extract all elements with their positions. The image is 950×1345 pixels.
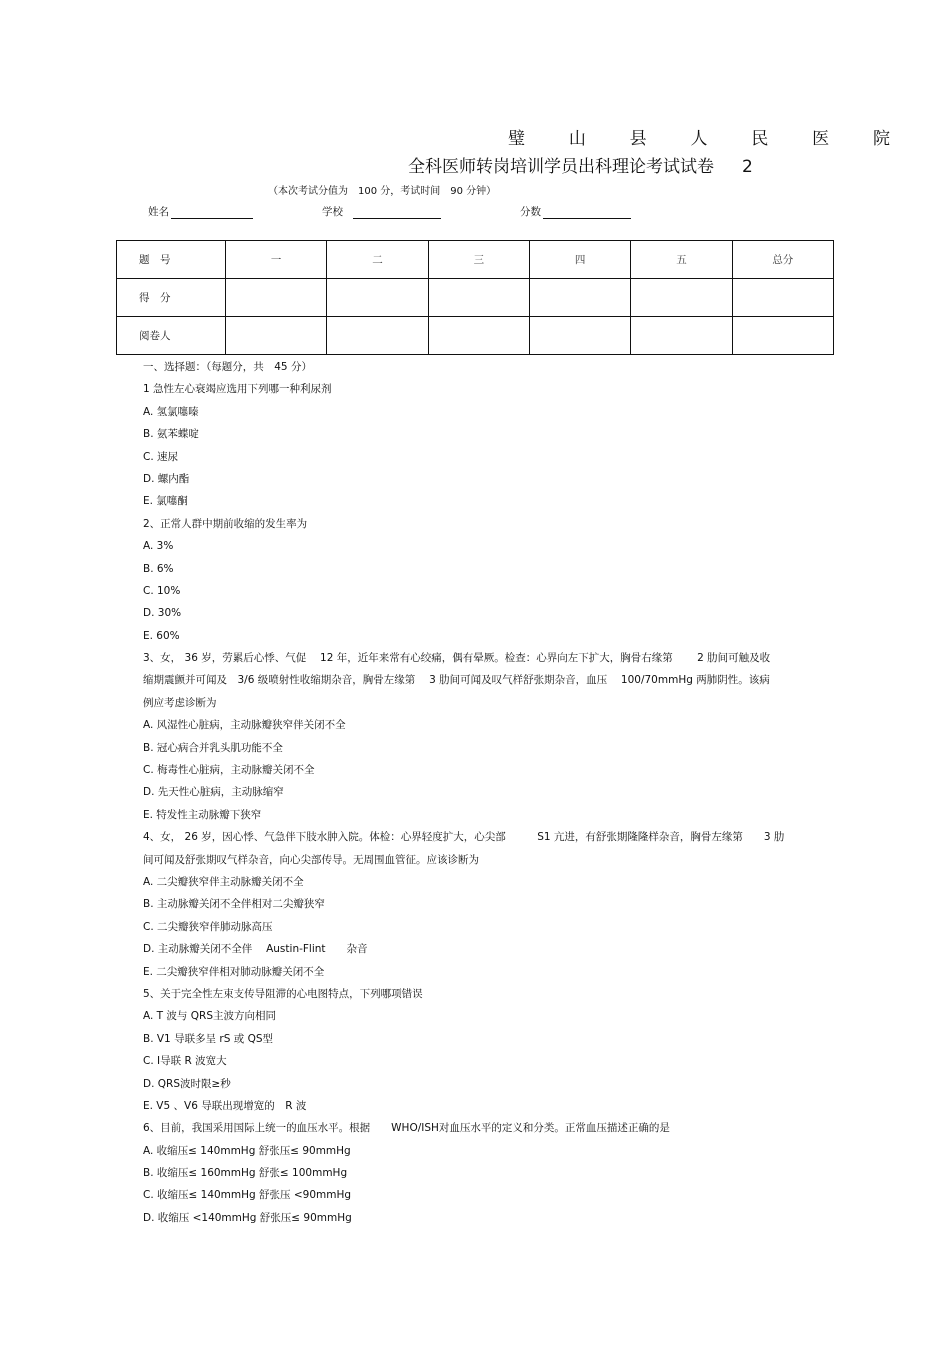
text-line: C. 速尿: [143, 450, 179, 463]
hospital-char: 医: [812, 129, 830, 149]
text-line: C. 收缩压≤ 140mmHg 舒张压 <90mmHg: [143, 1189, 352, 1202]
text-line: 一、选择题：（每题分，共 45 分）: [143, 361, 312, 373]
table-cell: [631, 317, 732, 355]
table-cell: 一: [226, 241, 327, 279]
text-line: E. 氯噻酮: [143, 495, 188, 508]
text-line: C. 梅毒性心脏病，主动脉瓣关闭不全: [143, 764, 315, 777]
text-line: C. 10%: [143, 584, 181, 597]
text-line: E. 特发性主动脉瓣下狭窄: [143, 808, 262, 821]
table-cell: [226, 279, 327, 317]
text-line: D. 先天性心脏病，主动脉缩窄: [143, 786, 284, 799]
table-cell: 五: [631, 241, 732, 279]
text-line: 例应考虑诊断为: [143, 696, 217, 709]
exam-title-number: 2: [742, 157, 753, 177]
table-row: [117, 241, 834, 279]
school-label: 学校: [322, 206, 343, 218]
text-line: E. 二尖瓣狭窄伴相对肺动脉瓣关闭不全: [143, 965, 325, 978]
table-row: [117, 279, 834, 317]
table-cell: [529, 317, 630, 355]
hospital-char: 璧: [508, 129, 525, 149]
table-cell: [732, 279, 833, 317]
table-cell: [428, 317, 529, 355]
name-blank[interactable]: [171, 206, 253, 219]
hospital-char: 院: [872, 129, 890, 149]
hospital-name: [508, 124, 890, 149]
score-label: 分数: [520, 206, 541, 218]
table-cell: [226, 317, 327, 355]
table-cell: [631, 279, 732, 317]
text-line: E. 60%: [143, 629, 180, 642]
hospital-char: 县: [629, 129, 647, 149]
score-table: [116, 240, 834, 355]
hospital-char: 人: [690, 129, 708, 149]
table-cell: 二: [327, 241, 428, 279]
text-line: D. 30%: [143, 607, 182, 620]
hospital-char: 民: [751, 129, 769, 149]
text-line: D. 螺内酯: [143, 472, 190, 485]
text-line: B. 收缩压≤ 160mmHg 舒张≤ 100mmHg: [143, 1167, 348, 1180]
text-line: A. T 波与 QRS主波方向相同: [143, 1010, 276, 1023]
school-blank[interactable]: [353, 206, 441, 219]
text-line: 间可闻及舒张期叹气样杂音，向心尖部传导。无周围血管征。应该诊断为: [143, 853, 479, 866]
text-line: B. 冠心病合并乳头肌功能不全: [143, 741, 283, 754]
text-line: C. 二尖瓣狭窄伴肺动脉高压: [143, 920, 273, 933]
table-cell: [327, 279, 428, 317]
text-line: 1 急性左心衰竭应选用下列哪一种利尿剂: [143, 383, 332, 396]
school-field: [322, 204, 441, 219]
text-line: C. Ⅰ导联 R 波宽大: [143, 1055, 227, 1068]
table-cell: 总分: [732, 241, 833, 279]
text-line: A. 二尖瓣狭窄伴主动脉瓣关闭不全: [143, 875, 304, 888]
name-label: 姓名: [148, 206, 169, 218]
text-line: B. 主动脉瓣关闭不全伴相对二尖瓣狭窄: [143, 898, 325, 911]
text-line: B. 氨苯蝶啶: [143, 428, 199, 441]
table-cell: 四: [529, 241, 630, 279]
score-blank[interactable]: [543, 206, 631, 219]
table-cell: [327, 317, 428, 355]
score-field: [520, 204, 631, 219]
exam-title-text: 全科医师转岗培训学员出科理论考试试卷: [408, 157, 714, 177]
row-label: 得 分: [117, 279, 226, 317]
table-cell: [428, 279, 529, 317]
text-line: D. QRS波时限≥秒: [143, 1077, 231, 1090]
text-line: B. 6%: [143, 562, 174, 575]
text-line: 3、女， 36 岁，劳累后心悸、气促 12 年，近年来常有心绞痛，偶有晕厥。检查：心界向左下扩大，胸骨右缘第 2 肋间可触及收: [143, 652, 771, 665]
text-line: 5、关于完全性左束支传导阻滞的心电图特点，下列哪项错误: [143, 987, 423, 1000]
exam-body: [143, 359, 823, 1232]
table-row: [117, 317, 834, 355]
text-line: B. V1 导联多呈 rS 或 QS型: [143, 1032, 274, 1045]
exam-note: （本次考试分值为 100 分，考试时间 90 分钟）: [268, 186, 497, 197]
row-label: 题 号: [117, 241, 226, 279]
text-line: A. 收缩压≤ 140mmHg 舒张压≤ 90mmHg: [143, 1144, 351, 1157]
text-line: A. 风湿性心脏病，主动脉瓣狭窄伴关闭不全: [143, 719, 346, 732]
text-line: A. 3%: [143, 540, 174, 553]
text-line: 缩期震颤并可闻及 3/6 级喷射性收缩期杂音，胸骨左缘第 3 肋间可闻及叹气样舒张期杂音，血压 100/70mmHg 两肺阴性。该病: [143, 674, 770, 687]
text-line: D. 主动脉瓣关闭不全伴 Austin-Flint 杂音: [143, 943, 368, 956]
text-line: A. 氢氯噻嗪: [143, 405, 199, 418]
text-line: 6、目前，我国采用国际上统一的血压水平。根据 WHO/ISH对血压水平的定义和分类。正常血压描述正确的是: [143, 1122, 670, 1135]
table-cell: [529, 279, 630, 317]
text-line: E. V5 、V6 导联出现增宽的 R 波: [143, 1099, 307, 1112]
table-cell: 三: [428, 241, 529, 279]
row-label: 阅卷人: [117, 317, 226, 355]
name-field: [148, 204, 253, 219]
text-line: 4、女， 26 岁，因心悸、气急伴下肢水肿入院。体检：心界轻度扩大，心尖部 S1 亢进，有舒张期隆隆样杂音，胸骨左缘第 3 肋: [143, 831, 785, 844]
text-line: 2、正常人群中期前收缩的发生率为: [143, 517, 308, 530]
text-line: D. 收缩压 <140mmHg 舒张压≤ 90mmHg: [143, 1211, 352, 1224]
table-cell: [732, 317, 833, 355]
exam-title: [408, 152, 753, 177]
hospital-char: 山: [568, 129, 586, 149]
